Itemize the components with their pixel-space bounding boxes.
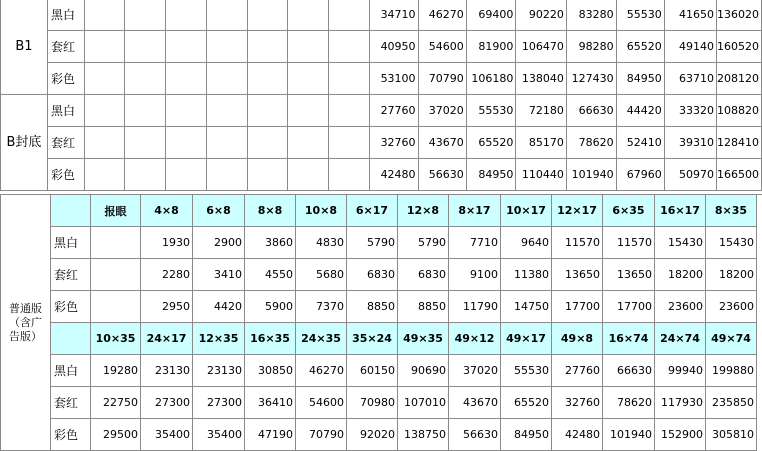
price-cell xyxy=(288,63,329,95)
price-cell: 136020 xyxy=(717,0,762,31)
price-cell: 42480 xyxy=(552,419,603,451)
price-cell xyxy=(329,31,370,63)
price-cell: 13650 xyxy=(552,259,603,291)
price-cell xyxy=(166,95,207,127)
price-cell xyxy=(91,259,141,291)
price-cell: 84950 xyxy=(616,63,664,95)
table-row xyxy=(1,291,757,323)
color-label: 套红 xyxy=(51,387,91,419)
price-cell: 3860 xyxy=(245,227,296,259)
price-cell: 15430 xyxy=(655,227,706,259)
price-cell: 23130 xyxy=(193,355,245,387)
table-row xyxy=(1,355,757,387)
price-cell: 78620 xyxy=(566,127,616,159)
price-cell xyxy=(329,127,370,159)
price-cell: 50970 xyxy=(664,159,716,191)
empty-cell xyxy=(85,159,124,191)
price-cell xyxy=(288,0,329,31)
price-cell xyxy=(329,63,370,95)
size-header: 49×8 xyxy=(552,323,603,355)
price-cell: 5900 xyxy=(245,291,296,323)
price-cell: 117930 xyxy=(655,387,706,419)
price-cell: 44420 xyxy=(616,95,664,127)
price-cell: 3410 xyxy=(193,259,245,291)
size-header: 16×35 xyxy=(245,323,296,355)
price-cell: 35400 xyxy=(193,419,245,451)
price-cell: 2280 xyxy=(141,259,193,291)
price-cell: 160520 xyxy=(717,31,762,63)
color-label: 套红 xyxy=(51,259,91,291)
price-cell: 43670 xyxy=(418,127,466,159)
size-header: 8×17 xyxy=(449,195,501,227)
size-header: 49×17 xyxy=(501,323,552,355)
price-cell: 34710 xyxy=(369,0,418,31)
price-cell xyxy=(247,127,288,159)
price-cell xyxy=(124,0,165,31)
price-cell xyxy=(329,0,370,31)
empty-cell xyxy=(85,31,124,63)
price-cell: 4550 xyxy=(245,259,296,291)
price-cell: 55530 xyxy=(616,0,664,31)
empty-cell xyxy=(85,127,124,159)
price-cell: 53100 xyxy=(369,63,418,95)
price-cell: 70980 xyxy=(347,387,398,419)
size-header: 6×8 xyxy=(193,195,245,227)
price-cell: 106470 xyxy=(516,31,566,63)
price-cell xyxy=(288,127,329,159)
price-cell: 127430 xyxy=(566,63,616,95)
size-header-row xyxy=(1,195,757,227)
price-cell: 27300 xyxy=(193,387,245,419)
price-cell: 49140 xyxy=(664,31,716,63)
empty-cell xyxy=(51,323,91,355)
price-cell: 56630 xyxy=(418,159,466,191)
price-cell: 199880 xyxy=(706,355,757,387)
table-row xyxy=(1,227,757,259)
price-cell xyxy=(124,127,165,159)
color-label: 黑白 xyxy=(47,0,84,31)
price-cell: 92020 xyxy=(347,419,398,451)
price-cell: 107010 xyxy=(398,387,449,419)
price-cell: 110440 xyxy=(516,159,566,191)
size-header: 10×8 xyxy=(296,195,347,227)
price-cell: 33320 xyxy=(664,95,716,127)
price-cell xyxy=(288,31,329,63)
table-row xyxy=(1,419,757,451)
price-cell: 41650 xyxy=(664,0,716,31)
size-header: 6×35 xyxy=(603,195,655,227)
price-cell xyxy=(247,95,288,127)
size-header: 24×74 xyxy=(655,323,706,355)
price-cell: 72180 xyxy=(516,95,566,127)
color-label: 彩色 xyxy=(47,63,84,95)
empty-cell xyxy=(85,95,124,127)
price-table-top xyxy=(0,0,762,191)
price-cell: 23600 xyxy=(706,291,757,323)
size-header: 16×74 xyxy=(603,323,655,355)
size-header: 4×8 xyxy=(141,195,193,227)
price-cell: 23130 xyxy=(141,355,193,387)
price-cell: 11570 xyxy=(552,227,603,259)
table-row xyxy=(1,159,762,191)
size-header: 10×17 xyxy=(501,195,552,227)
price-cell: 6830 xyxy=(398,259,449,291)
price-cell: 54600 xyxy=(296,387,347,419)
price-cell: 99940 xyxy=(655,355,706,387)
price-cell: 22750 xyxy=(91,387,141,419)
price-cell xyxy=(288,159,329,191)
group-label: B1 xyxy=(1,0,48,95)
price-cell xyxy=(247,0,288,31)
price-cell: 70790 xyxy=(418,63,466,95)
price-cell xyxy=(124,159,165,191)
price-cell: 11570 xyxy=(603,227,655,259)
price-cell: 128410 xyxy=(717,127,762,159)
table-row xyxy=(1,63,762,95)
price-cell: 11790 xyxy=(449,291,501,323)
price-cell: 8850 xyxy=(398,291,449,323)
price-table-bottom xyxy=(0,194,757,451)
price-cell xyxy=(166,31,207,63)
color-label: 黑白 xyxy=(47,95,84,127)
price-cell: 18200 xyxy=(655,259,706,291)
table-row xyxy=(1,387,757,419)
size-header: 49×35 xyxy=(398,323,449,355)
table-row xyxy=(1,259,757,291)
price-cell: 56630 xyxy=(449,419,501,451)
price-cell: 27300 xyxy=(141,387,193,419)
price-cell: 90220 xyxy=(516,0,566,31)
price-cell: 30850 xyxy=(245,355,296,387)
size-header: 10×35 xyxy=(91,323,141,355)
group-label: B封底 xyxy=(1,95,48,191)
price-cell xyxy=(207,127,248,159)
color-label: 套红 xyxy=(47,127,84,159)
price-cell xyxy=(124,31,165,63)
price-cell: 4420 xyxy=(193,291,245,323)
size-header: 12×35 xyxy=(193,323,245,355)
price-cell: 90690 xyxy=(398,355,449,387)
size-header: 8×35 xyxy=(706,195,757,227)
price-cell: 46270 xyxy=(296,355,347,387)
price-cell: 63710 xyxy=(664,63,716,95)
price-cell xyxy=(166,127,207,159)
price-cell: 235850 xyxy=(706,387,757,419)
size-header: 35×24 xyxy=(347,323,398,355)
price-cell: 67960 xyxy=(616,159,664,191)
price-cell: 81900 xyxy=(466,31,516,63)
price-cell: 138750 xyxy=(398,419,449,451)
price-cell xyxy=(166,0,207,31)
price-cell: 65520 xyxy=(466,127,516,159)
price-cell: 2900 xyxy=(193,227,245,259)
price-cell: 66630 xyxy=(603,355,655,387)
price-cell xyxy=(91,227,141,259)
empty-cell xyxy=(51,195,91,227)
price-cell: 27760 xyxy=(552,355,603,387)
price-cell: 55530 xyxy=(466,95,516,127)
price-cell: 83280 xyxy=(566,0,616,31)
price-cell: 65520 xyxy=(501,387,552,419)
price-cell: 40950 xyxy=(369,31,418,63)
price-cell: 43670 xyxy=(449,387,501,419)
size-header: 49×12 xyxy=(449,323,501,355)
color-label: 套红 xyxy=(47,31,84,63)
price-cell: 47190 xyxy=(245,419,296,451)
group-label xyxy=(1,195,51,451)
table-row xyxy=(1,127,762,159)
price-cell: 37020 xyxy=(418,95,466,127)
price-cell: 84950 xyxy=(501,419,552,451)
price-cell: 15430 xyxy=(706,227,757,259)
table-row xyxy=(1,31,762,63)
color-label: 彩色 xyxy=(47,159,84,191)
price-cell: 66630 xyxy=(566,95,616,127)
price-cell: 32760 xyxy=(552,387,603,419)
price-cell: 78620 xyxy=(603,387,655,419)
color-label: 彩色 xyxy=(51,291,91,323)
price-cell: 60150 xyxy=(347,355,398,387)
table-row xyxy=(1,0,762,31)
size-header: 49×74 xyxy=(706,323,757,355)
price-cell: 108820 xyxy=(717,95,762,127)
size-header: 报眼 xyxy=(91,195,141,227)
price-cell: 29500 xyxy=(91,419,141,451)
price-cell: 55530 xyxy=(501,355,552,387)
price-cell: 1930 xyxy=(141,227,193,259)
size-header: 6×17 xyxy=(347,195,398,227)
price-cell: 46270 xyxy=(418,0,466,31)
price-cell xyxy=(91,291,141,323)
price-cell: 85170 xyxy=(516,127,566,159)
price-cell xyxy=(166,159,207,191)
price-cell: 19280 xyxy=(91,355,141,387)
price-cell: 152900 xyxy=(655,419,706,451)
price-cell xyxy=(329,95,370,127)
price-cell: 5790 xyxy=(398,227,449,259)
price-cell: 101940 xyxy=(603,419,655,451)
size-header: 24×35 xyxy=(296,323,347,355)
price-cell: 65520 xyxy=(616,31,664,63)
price-cell xyxy=(207,95,248,127)
price-cell: 39310 xyxy=(664,127,716,159)
size-header-row xyxy=(1,323,757,355)
price-cell: 18200 xyxy=(706,259,757,291)
price-cell: 17700 xyxy=(552,291,603,323)
price-cell xyxy=(207,63,248,95)
size-header: 8×8 xyxy=(245,195,296,227)
price-cell: 9640 xyxy=(501,227,552,259)
price-cell: 7710 xyxy=(449,227,501,259)
size-header: 16×17 xyxy=(655,195,706,227)
price-cell xyxy=(247,63,288,95)
price-cell xyxy=(329,159,370,191)
price-cell: 5790 xyxy=(347,227,398,259)
price-cell: 6830 xyxy=(347,259,398,291)
price-cell: 27760 xyxy=(369,95,418,127)
price-cell: 4830 xyxy=(296,227,347,259)
price-cell: 106180 xyxy=(466,63,516,95)
price-cell: 52410 xyxy=(616,127,664,159)
price-cell: 2950 xyxy=(141,291,193,323)
price-cell: 32760 xyxy=(369,127,418,159)
size-header: 12×8 xyxy=(398,195,449,227)
price-cell xyxy=(247,31,288,63)
price-cell: 7370 xyxy=(296,291,347,323)
price-cell: 23600 xyxy=(655,291,706,323)
price-cell: 84950 xyxy=(466,159,516,191)
color-label: 黑白 xyxy=(51,355,91,387)
price-cell: 98280 xyxy=(566,31,616,63)
group-label-line: （含广 xyxy=(9,315,42,329)
price-cell: 101940 xyxy=(566,159,616,191)
price-cell: 69400 xyxy=(466,0,516,31)
price-cell xyxy=(288,95,329,127)
color-label: 彩色 xyxy=(51,419,91,451)
size-header: 24×17 xyxy=(141,323,193,355)
price-cell xyxy=(124,63,165,95)
price-cell xyxy=(207,0,248,31)
price-cell xyxy=(207,31,248,63)
price-cell: 11380 xyxy=(501,259,552,291)
color-label: 黑白 xyxy=(51,227,91,259)
price-cell: 166500 xyxy=(717,159,762,191)
price-cell xyxy=(166,63,207,95)
price-cell: 35400 xyxy=(141,419,193,451)
price-cell: 14750 xyxy=(501,291,552,323)
price-cell: 36410 xyxy=(245,387,296,419)
size-header: 12×17 xyxy=(552,195,603,227)
empty-cell xyxy=(85,63,124,95)
price-cell: 305810 xyxy=(706,419,757,451)
price-cell xyxy=(207,159,248,191)
price-cell xyxy=(247,159,288,191)
table-row xyxy=(1,95,762,127)
group-label-line: 普通版 xyxy=(9,301,42,315)
price-cell: 9100 xyxy=(449,259,501,291)
empty-cell xyxy=(85,0,124,31)
price-cell: 8850 xyxy=(347,291,398,323)
group-label-line: 告版） xyxy=(9,329,42,343)
price-cell: 208120 xyxy=(717,63,762,95)
price-cell xyxy=(124,95,165,127)
price-cell: 54600 xyxy=(418,31,466,63)
price-cell: 13650 xyxy=(603,259,655,291)
price-cell: 42480 xyxy=(369,159,418,191)
price-cell: 138040 xyxy=(516,63,566,95)
price-cell: 37020 xyxy=(449,355,501,387)
price-cell: 17700 xyxy=(603,291,655,323)
price-cell: 5680 xyxy=(296,259,347,291)
price-cell: 70790 xyxy=(296,419,347,451)
